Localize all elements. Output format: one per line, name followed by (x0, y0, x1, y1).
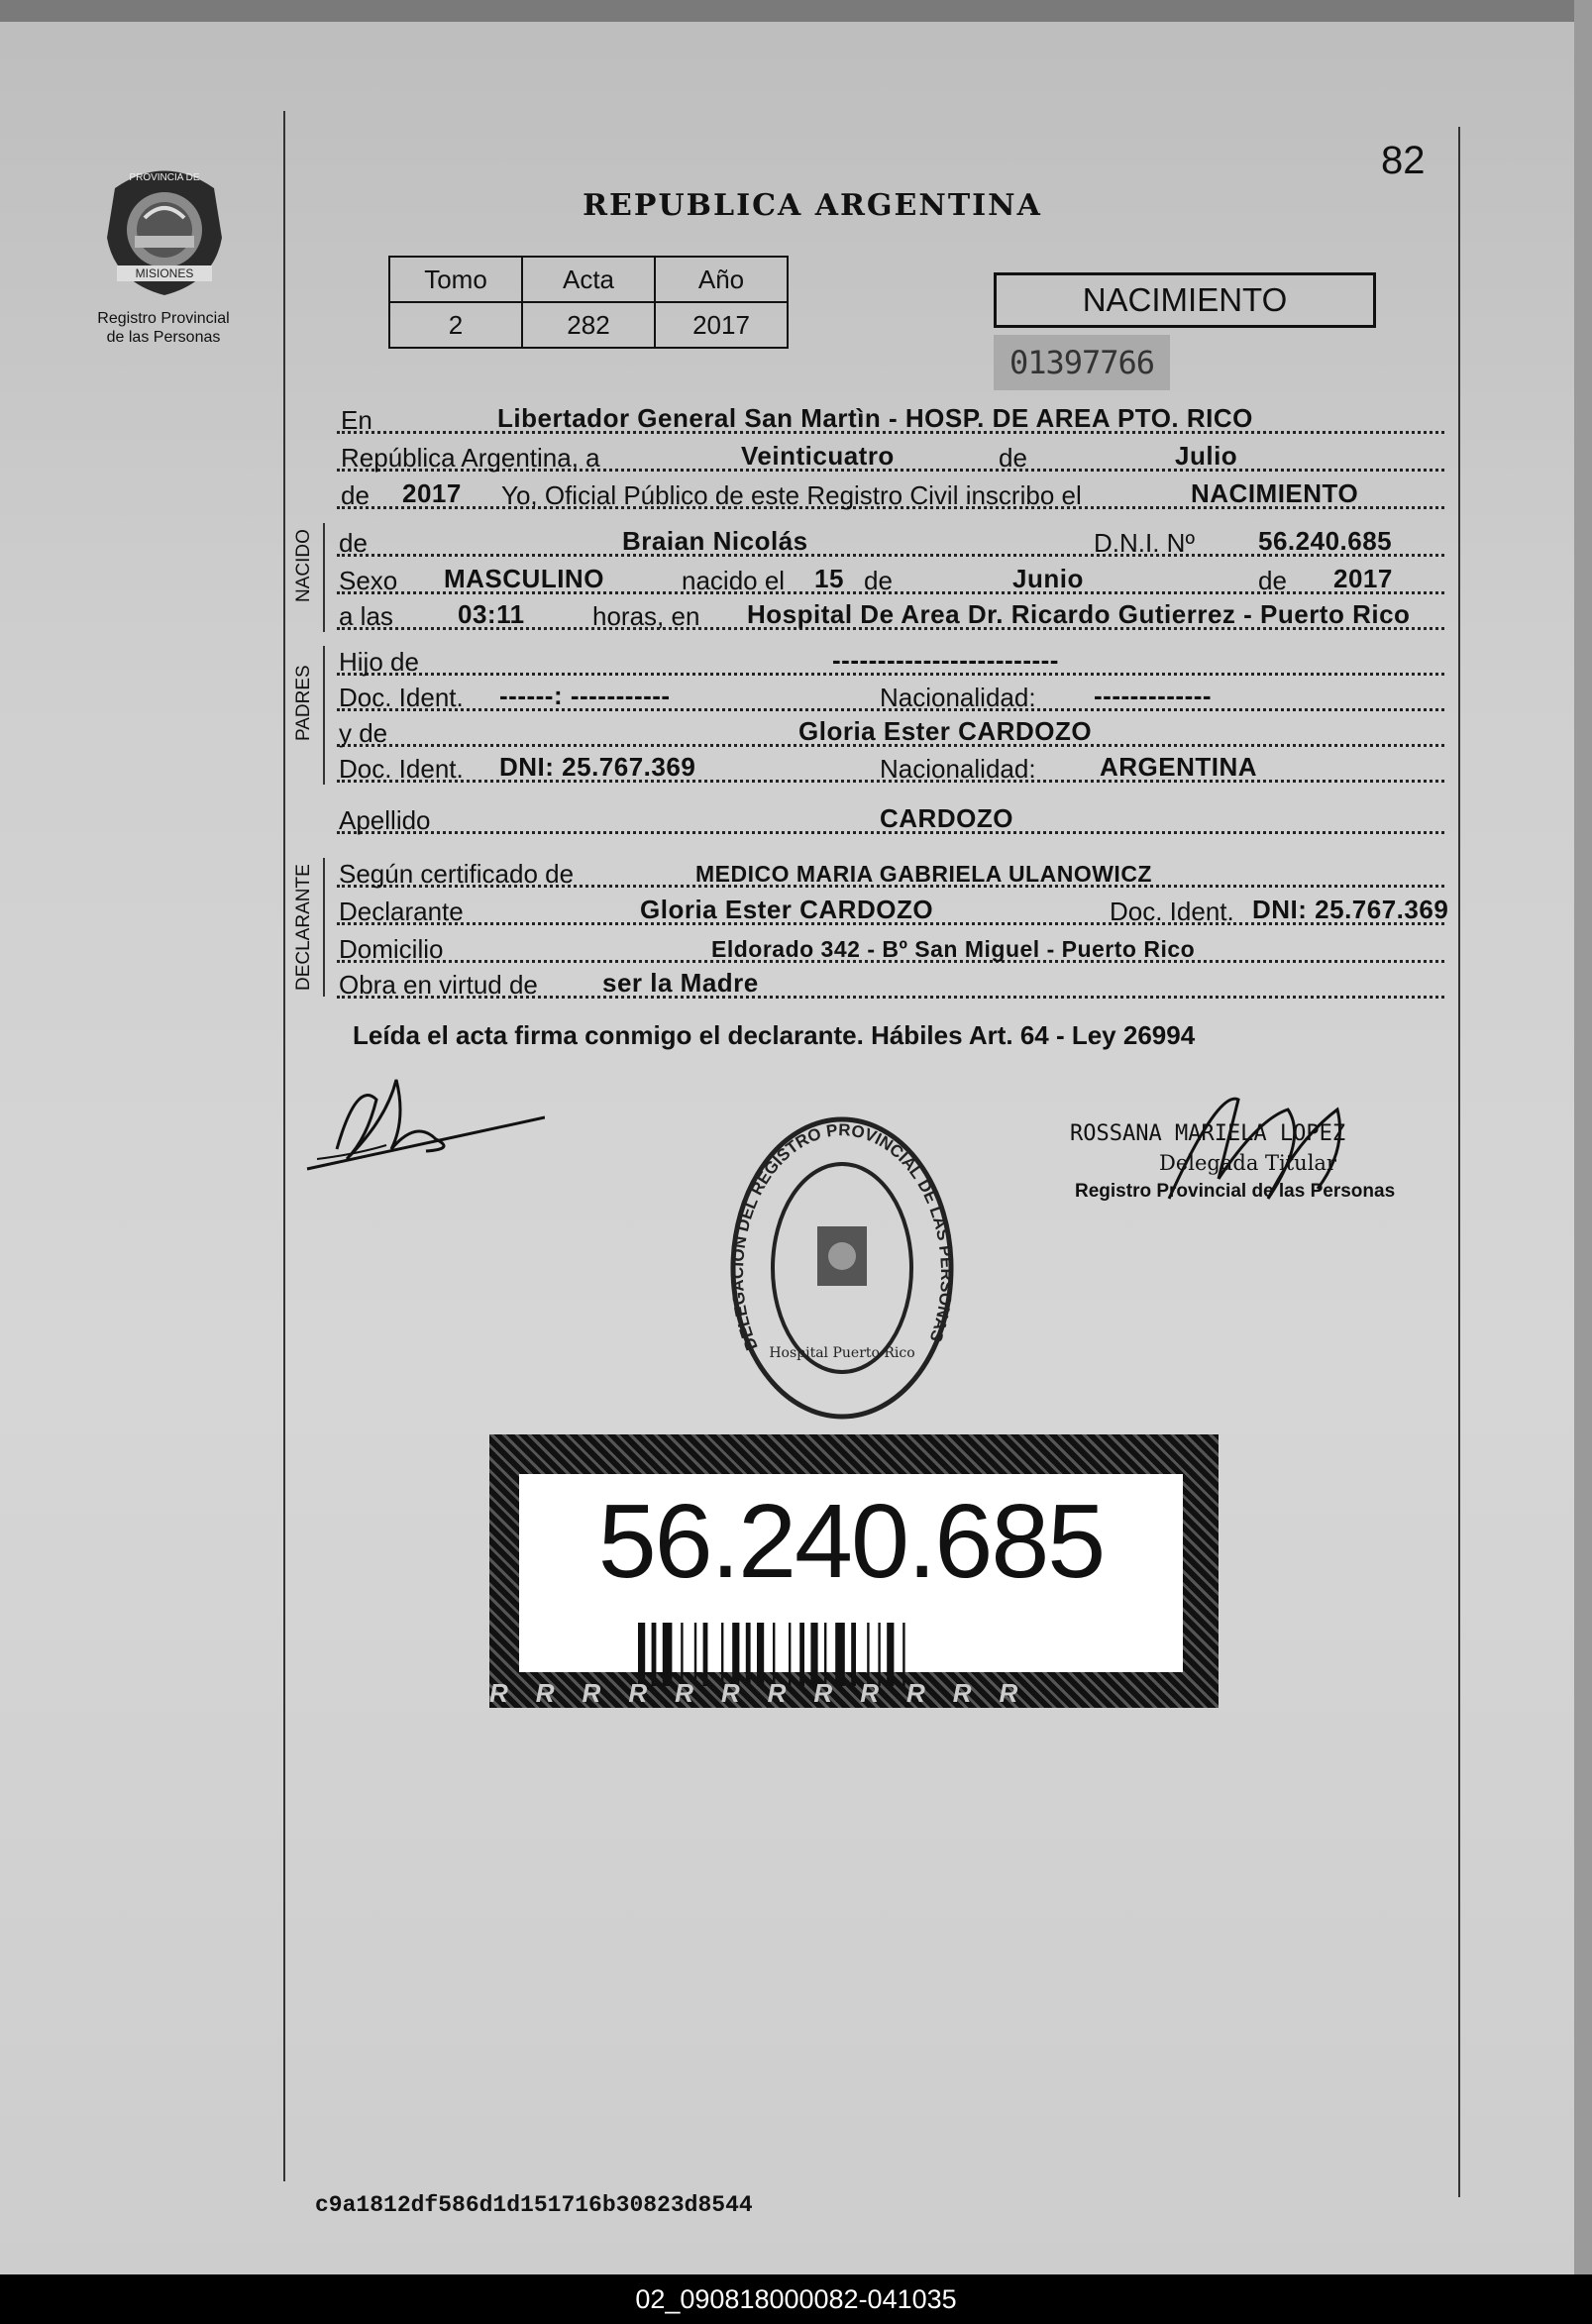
label-nacido-el: nacido el (682, 566, 786, 595)
barcode-bar (851, 1623, 856, 1686)
label-domicilio: Domicilio (339, 934, 444, 964)
dni-sticker-number: 56.240.685 (597, 1483, 1105, 1600)
value-certificado: MEDICO MARIA GABRIELA ULANOWICZ (695, 861, 1152, 887)
barcode-bar (835, 1623, 845, 1686)
label-dni: D.N.I. Nº (1094, 528, 1195, 558)
value-nacionalidad-2: ARGENTINA (1100, 752, 1258, 782)
label-y-de: y de (339, 718, 388, 748)
barcode-bar (757, 1623, 764, 1686)
barcode-bar (663, 1623, 673, 1686)
row-declarante (337, 895, 1449, 931)
value-nacionalidad-1: ------------- (1094, 681, 1213, 710)
label-apellido: Apellido (339, 805, 431, 835)
left-margin-line (283, 111, 285, 2181)
page-title: REPUBLICA ARGENTINA (583, 188, 1042, 223)
table-cell: 2017 (655, 302, 788, 348)
label-certificado: Según certificado de (339, 859, 575, 889)
barcode-bar (878, 1623, 880, 1686)
section-padres-bar (323, 646, 325, 785)
emblem-text-bottom: MISIONES (135, 266, 194, 280)
label-de-2: de (1258, 566, 1287, 595)
security-strip: RRRRRRRRRRRR (489, 1678, 1046, 1708)
value-apellido: CARDOZO (880, 803, 1013, 833)
label-en: En (341, 405, 372, 435)
row-republica (337, 442, 1444, 477)
label-de: de (999, 443, 1027, 473)
row-obra (337, 969, 1444, 1004)
table-header: Año (655, 257, 788, 302)
label-nacionalidad-1: Nacionalidad: (880, 683, 1036, 712)
declarant-signature (297, 1060, 545, 1179)
value-place: Libertador General San Martìn - HOSP. DE AREA PTO. RICO (497, 403, 1253, 433)
closing-statement: Leída el acta firma conmigo el declarante. Hábiles Art. 64 - Ley 26994 (353, 1020, 1196, 1050)
seal-inner-text: Hospital Puerto Rico (769, 1345, 915, 1361)
row-sexo (337, 565, 1444, 600)
dni-sticker-label (519, 1474, 1183, 1672)
barcode-bar (746, 1623, 751, 1686)
section-declarante-label: DECLARANTE (293, 864, 314, 991)
barcode-bar (703, 1623, 708, 1686)
file-id: 02_090818000082-041035 (635, 2284, 957, 2314)
row-domicilio (337, 933, 1444, 969)
value-domicilio: Eldorado 342 - Bº San Miguel - Puerto Rico (711, 936, 1196, 962)
label-a-las: a las (339, 601, 393, 631)
barcode-bar (773, 1623, 775, 1686)
row-year (337, 479, 1444, 515)
barcode-bar (652, 1623, 657, 1686)
barcode-icon (638, 1623, 1064, 1686)
official-name: ROSSANA MARIELA LOPEZ (1070, 1121, 1346, 1146)
row-y-de (337, 717, 1444, 753)
label-horas: horas, en (592, 601, 700, 631)
official-signature (1070, 1080, 1397, 1238)
barcode-bar (732, 1623, 739, 1686)
section-nacido-bar (323, 523, 325, 632)
serial-stamp: 01397766 (994, 335, 1170, 390)
value-month: Julio (1175, 441, 1238, 471)
value-mother: Gloria Ester CARDOZO (798, 716, 1093, 746)
barcode-bar (694, 1623, 696, 1686)
row-hijo-de (337, 646, 1444, 682)
emblem-caption-line-1: Registro Provincial (97, 310, 230, 327)
label-year-de: de (341, 480, 370, 510)
value-time: 03:11 (458, 599, 525, 629)
row-en (337, 404, 1444, 440)
value-inscribe: NACIMIENTO (1191, 478, 1359, 508)
value-doc-ident: DNI: 25.767.369 (1252, 895, 1449, 924)
barcode-bar (887, 1623, 894, 1686)
section-nacido-label: NACIDO (293, 529, 314, 602)
file-id-bar (0, 2274, 1592, 2324)
seal-outer-text: DELEGACION DEL REGISTRO PROVINCIAL DE LAS PERSONAS (727, 1120, 957, 1353)
barcode-bar (902, 1623, 904, 1686)
section-declarante-bar (323, 858, 325, 997)
label-declarante: Declarante (339, 897, 464, 926)
table-cell: 2 (389, 302, 522, 348)
value-birth-year: 2017 (1333, 564, 1393, 593)
row-doc-1 (337, 682, 1444, 717)
official-seal-icon (718, 1109, 966, 1426)
barcode-bar (867, 1623, 869, 1686)
label-sexo: Sexo (339, 566, 398, 595)
label-obra: Obra en virtud de (339, 970, 538, 1000)
value-birth-day: 15 (814, 564, 844, 593)
label-doc-2: Doc. Ident. (339, 754, 464, 784)
registry-table (388, 256, 789, 349)
value-dni: 56.240.685 (1258, 526, 1393, 556)
document-hash: c9a1812df586d1d151716b30823d8544 (315, 2192, 753, 2218)
right-margin-line (1458, 127, 1460, 2197)
table-header: Tomo (389, 257, 522, 302)
value-day-words: Veinticuatro (741, 441, 895, 471)
label-nacionalidad-2: Nacionalidad: (880, 754, 1036, 784)
barcode-bar (824, 1623, 826, 1686)
value-obra: ser la Madre (602, 968, 759, 998)
row-certificado (337, 858, 1444, 894)
value-father: ------------------------- (832, 645, 1059, 675)
value-child-name: Braian Nicolás (622, 526, 808, 556)
label-oficial: Yo, Oficial Público de este Registro Civil inscribo el (501, 480, 1082, 510)
record-type-box: NACIMIENTO (994, 272, 1376, 328)
section-padres-label: PADRES (293, 665, 314, 741)
dni-sticker (489, 1434, 1219, 1708)
barcode-bar (721, 1623, 723, 1686)
barcode-bar (799, 1623, 804, 1686)
emblem-text-top: PROVINCIA DE (129, 172, 200, 183)
value-declarante: Gloria Ester CARDOZO (640, 895, 934, 924)
barcode-bar (638, 1623, 645, 1686)
row-hora (337, 600, 1444, 636)
label-doc-ident: Doc. Ident. (1110, 897, 1234, 926)
row-doc-2 (337, 753, 1444, 789)
value-doc-2: DNI: 25.767.369 (499, 752, 696, 782)
table-cell: 282 (522, 302, 655, 348)
scan-edge-top (0, 0, 1592, 22)
scan-edge-right (1574, 0, 1592, 2274)
label-hijo-de: Hijo de (339, 647, 419, 677)
misiones-emblem-icon (95, 158, 234, 297)
label-doc-1: Doc. Ident. (339, 683, 464, 712)
table-header: Acta (522, 257, 655, 302)
value-doc-1: ------: ----------- (499, 681, 671, 710)
label-republica: República Argentina, a (341, 443, 600, 473)
value-birth-month: Junio (1012, 564, 1084, 593)
label-nacido-de: de (339, 528, 368, 558)
value-birthplace: Hospital De Area Dr. Ricardo Gutierrez - Puerto Rico (747, 599, 1411, 629)
page-number: 82 (1381, 139, 1426, 182)
emblem-caption-line-2: de las Personas (106, 329, 221, 346)
official-organization: Registro Provincial de las Personas (1075, 1181, 1396, 1202)
value-year: 2017 (402, 478, 462, 508)
official-role: Delegada Titular (1159, 1151, 1336, 1175)
row-nacido-name (337, 527, 1444, 563)
barcode-bar (810, 1623, 817, 1686)
value-sexo: MASCULINO (444, 564, 604, 593)
row-apellido (337, 804, 1444, 840)
label-de-1: de (864, 566, 893, 595)
emblem-caption (69, 309, 258, 347)
barcode-bar (789, 1623, 791, 1686)
barcode-bar (681, 1623, 683, 1686)
